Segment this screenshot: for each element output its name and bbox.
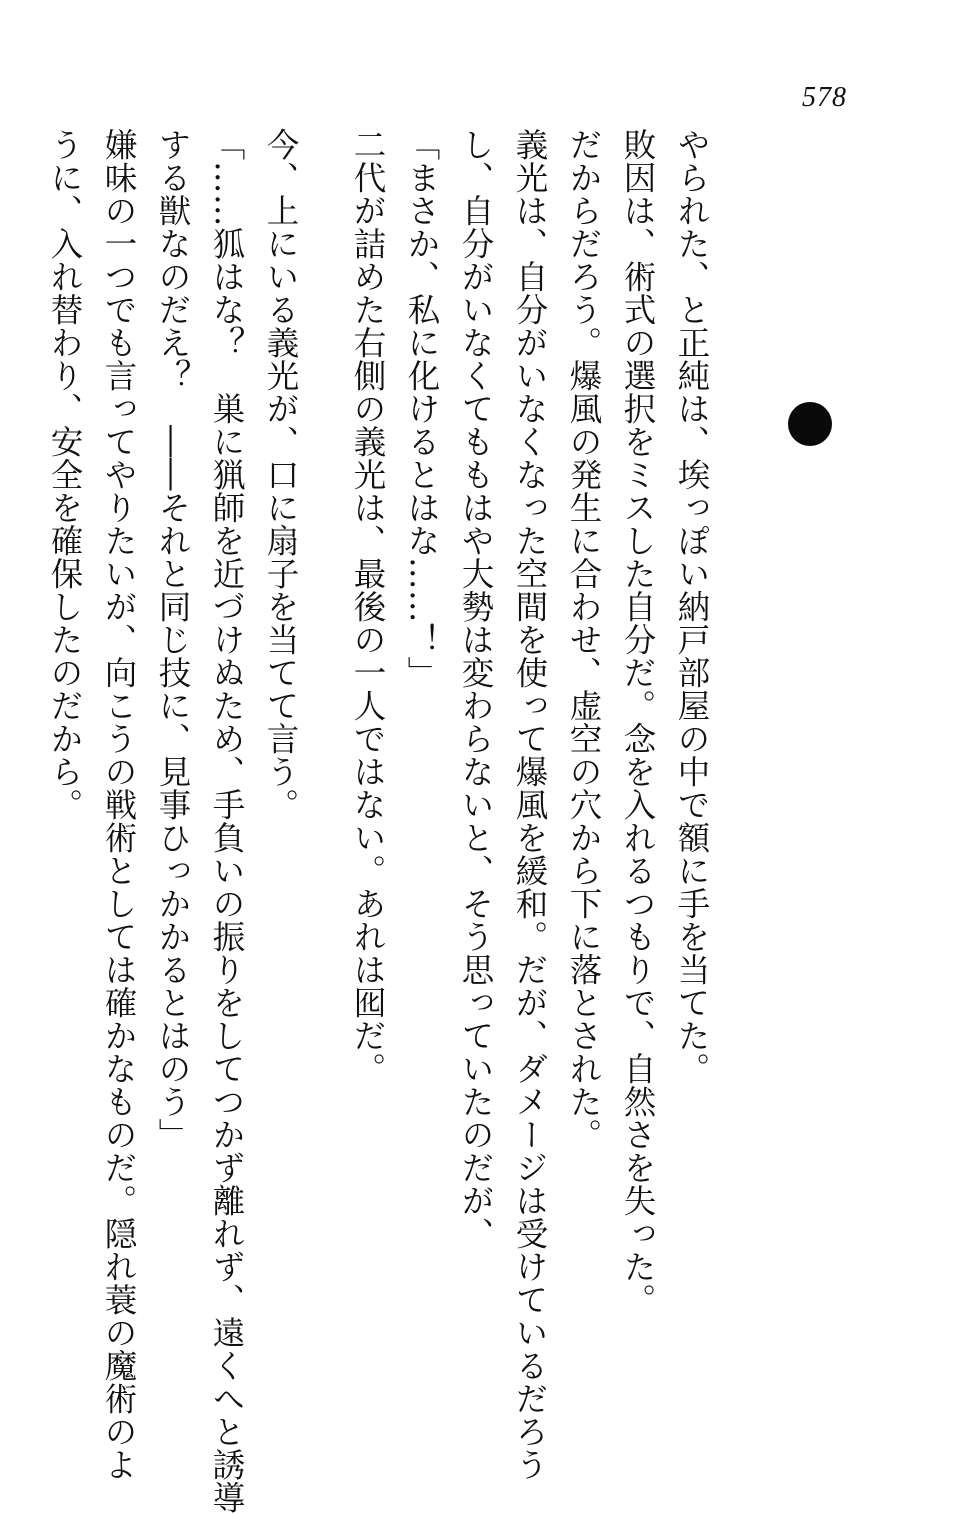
text-line: だからだろう。爆風の発生に合わせ、虚空の穴から下に落とされた。	[565, 128, 603, 1151]
text-line: し、自分がいなくてももはや大勢は変わらないと、そう思っていたのだが、	[457, 128, 495, 1250]
text-line: 今、上にいる義光が、口に扇子を当てて言う。	[262, 128, 300, 821]
vertical-text-body	[0, 128, 752, 1514]
text-line: 嫌味の一つでも言ってやりたいが、向こうの戦術としては確かなものだ。隠れ蓑の魔術のよ	[100, 128, 138, 1481]
text-line: 敗因は、術式の選択をミスした自分だ。念を入れるつもりで、自然さを失った。	[619, 128, 657, 1316]
text-line: 「まさか、私に化けるとはな……！」	[403, 128, 441, 689]
text-line: する獣なのだえ？ ――それと同じ技に、見事ひっかかるとはのう」	[154, 128, 192, 1151]
bullet-dot-icon	[788, 402, 832, 446]
text-line: やられた、と正純は、埃っぽい納戸部屋の中で額に手を当てた。	[673, 128, 711, 1085]
page-number: 578	[802, 82, 847, 113]
text-line: うに、入れ替わり、安全を確保したのだから。	[46, 128, 84, 821]
text-line: 二代が詰めた右側の義光は、最後の一人ではない。あれは囮だ。	[349, 128, 387, 1085]
text-line	[0, 128, 38, 1248]
text-line: 義光は、自分がいなくなった空間を使って爆風を緩和。だが、ダメージは受けているだろう	[511, 128, 549, 1481]
text-line: 「……狐はな？ 巣に猟師を近づけぬため、手負いの振りをしてつかず離れず、遠くへと誘導	[208, 128, 246, 1514]
